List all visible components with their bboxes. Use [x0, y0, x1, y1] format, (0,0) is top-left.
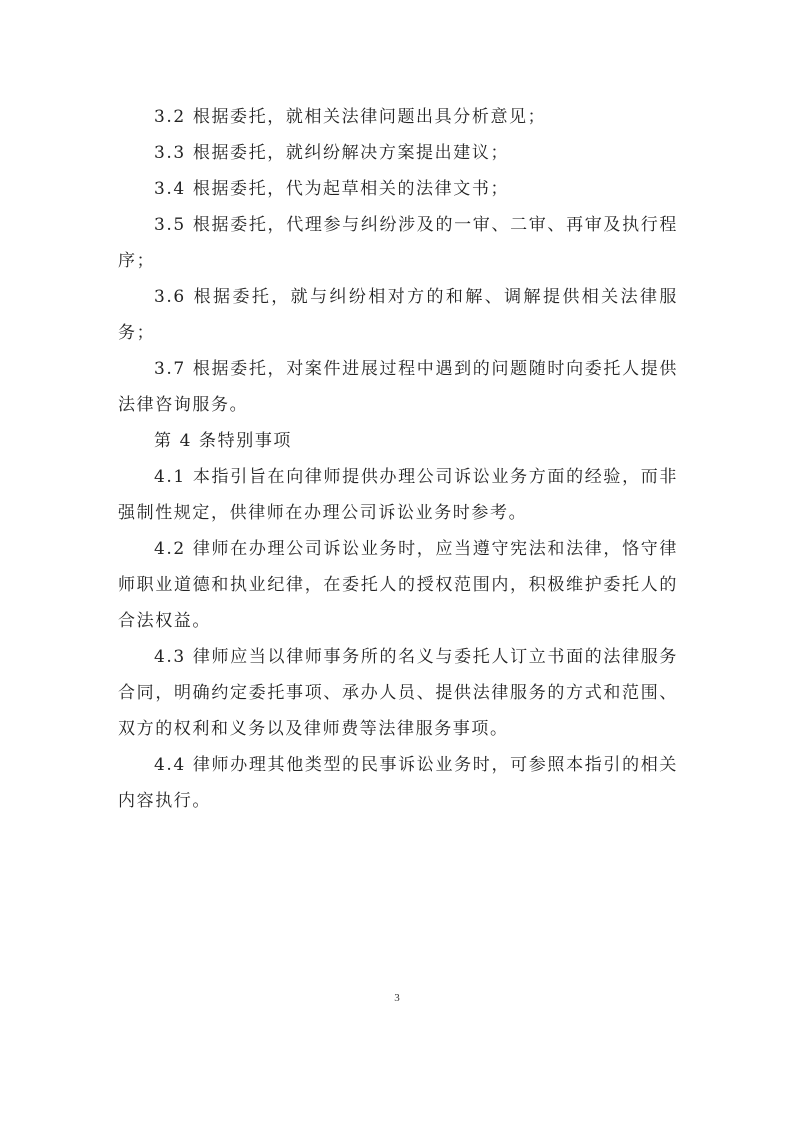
- page-number: 3: [394, 992, 400, 1004]
- paragraph-3-7: 3.7 根据委托，对案件进展过程中遇到的问题随时向委托人提供法律咨询服务。: [118, 359, 678, 415]
- paragraph-4-4: 4.4 律师办理其他类型的民事诉讼业务时，可参照本指引的相关内容执行。: [118, 755, 678, 811]
- paragraph-3-6: 3.6 根据委托，就与纠纷相对方的和解、调解提供相关法律服务；: [118, 287, 678, 343]
- paragraph-4-1: 4.1 本指引旨在向律师提供办理公司诉讼业务方面的经验，而非强制性规定，供律师在办理公司诉讼业务时参考。: [118, 467, 678, 523]
- section-heading: 第 4 条特别事项: [154, 431, 293, 451]
- paragraph-3-5: 3.5 根据委托，代理参与纠纷涉及的一审、二审、再审及执行程序；: [118, 215, 678, 271]
- document-body: [118, 99, 678, 819]
- paragraph-3-4: 3.4 根据委托，代为起草相关的法律文书；: [154, 179, 510, 199]
- paragraph-3-2: 3.2 根据委托，就相关法律问题出具分析意见；: [154, 107, 547, 127]
- paragraph-4-3: 4.3 律师应当以律师事务所的名义与委托人订立书面的法律服务合同，明确约定委托事项、承办人员、提供法律服务的方式和范围、双方的权利和义务以及律师费等法律服务事项。: [118, 647, 678, 739]
- paragraph-4-2: 4.2 律师在办理公司诉讼业务时，应当遵守宪法和法律，恪守律师职业道德和执业纪律，在委托人的授权范围内，积极维护委托人的合法权益。: [118, 539, 678, 631]
- paragraph-3-3: 3.3 根据委托，就纠纷解决方案提出建议；: [154, 143, 510, 163]
